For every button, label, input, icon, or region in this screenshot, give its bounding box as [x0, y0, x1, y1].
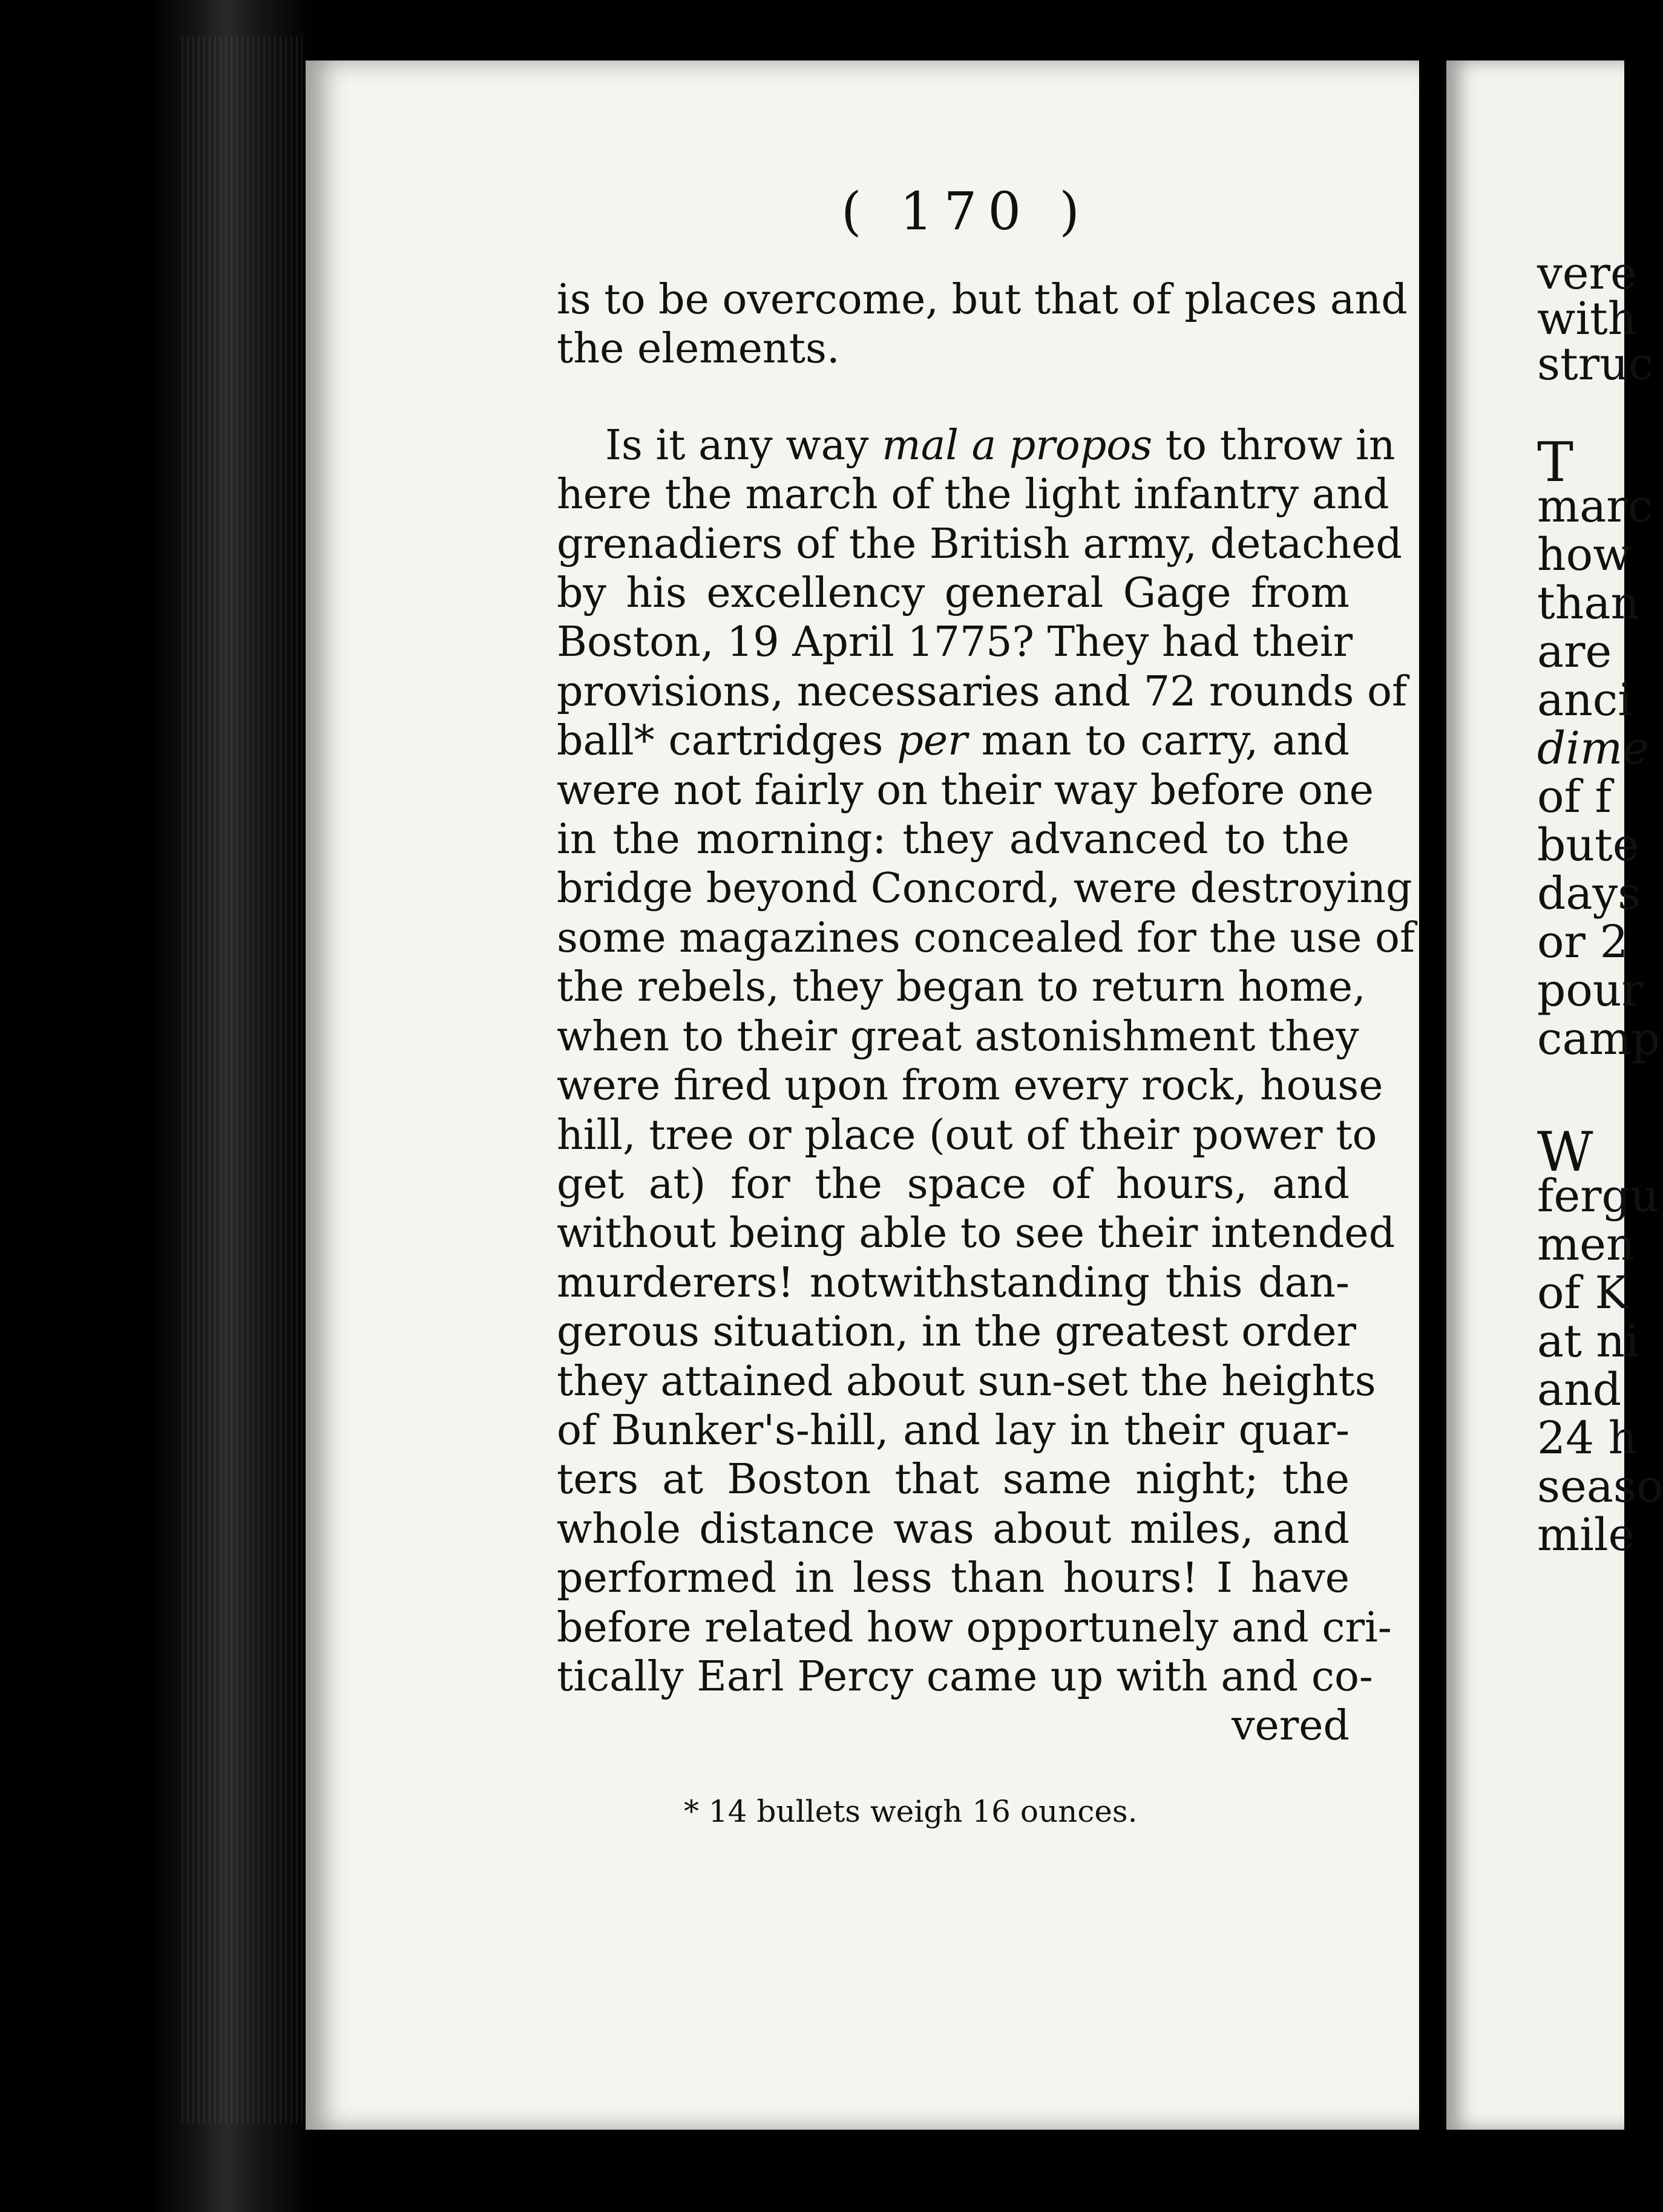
facing-page-line: with	[1537, 293, 1637, 345]
book-binding-gutter	[0, 0, 315, 2212]
text-segment: to throw in	[1152, 421, 1396, 470]
facing-page-line: 24 h	[1537, 1412, 1638, 1464]
facing-page-line: pour	[1537, 964, 1643, 1016]
facing-page-line: T	[1537, 431, 1574, 494]
text-line: hill, tree or place (out of their power to	[557, 1111, 1377, 1159]
text-line: grenadiers of the British army, detached	[557, 520, 1402, 568]
text-line: of Bunker's-hill, and lay in their quar-	[557, 1406, 1350, 1454]
paragraph-gap	[557, 374, 1350, 421]
facing-page-line: at ni	[1537, 1315, 1639, 1367]
facing-page-line: marc	[1537, 480, 1653, 532]
text-line: is to be overcome, but that of places and	[557, 276, 1408, 324]
facing-page-line: vere	[1537, 247, 1637, 299]
facing-page-line: mile	[1537, 1509, 1635, 1561]
text-segment: man to carry, and	[967, 717, 1350, 765]
text-line: they attained about sun-set the heights	[557, 1357, 1376, 1405]
text-line: ters at Boston that same night; the	[557, 1456, 1350, 1504]
facing-page-line: than	[1537, 577, 1640, 629]
facing-page-line: dime	[1537, 722, 1649, 774]
italic-phrase: per	[897, 717, 968, 765]
facing-page-line: fergu	[1537, 1170, 1659, 1222]
text-segment: Is it any way	[605, 421, 882, 470]
facing-page-line: seaso	[1537, 1461, 1663, 1513]
text-segment: ball* cartridges	[557, 717, 897, 765]
text-line: Boston, 19 April 1775? They had their	[557, 618, 1353, 667]
text-line	[557, 716, 1350, 765]
text-line: provisions, necessaries and 72 rounds of	[557, 667, 1408, 716]
text-line: bridge beyond Concord, were destroying	[557, 865, 1412, 913]
body-text	[557, 275, 1415, 1751]
text-line: tically Earl Percy came up with and co-	[557, 1652, 1373, 1701]
text-line: when to their great astonishment they	[557, 1012, 1359, 1061]
facing-page-fragment	[1446, 61, 1663, 2130]
text-line: performed in less than hours! I have	[557, 1554, 1350, 1603]
italic-phrase: mal a propos	[882, 421, 1153, 470]
facing-page-line: of f	[1537, 771, 1612, 823]
catchword: vered	[1232, 1702, 1350, 1750]
text-line	[557, 421, 1396, 470]
text-line: before related how opportunely and cri-	[557, 1603, 1392, 1652]
facing-page-line: and	[1537, 1364, 1622, 1416]
page-edges	[182, 36, 303, 2124]
text-line: in the morning: they advanced to the	[557, 816, 1350, 864]
facing-page-line: W	[1537, 1121, 1593, 1184]
text-line: here the march of the light infantry and	[557, 471, 1389, 519]
facing-page-line: anci	[1537, 674, 1632, 726]
facing-page-line: of K	[1537, 1267, 1629, 1319]
text-line: by his excellency general Gage from	[557, 569, 1350, 618]
text-line: get at) for the space of hours, and	[557, 1160, 1350, 1208]
facing-page-line: men	[1537, 1219, 1635, 1271]
text-line: without being able to see their intended	[557, 1209, 1396, 1258]
facing-page-line: days	[1537, 868, 1641, 920]
footnote: * 14 bullets weigh 16 ounces.	[684, 1794, 1138, 1829]
text-line: some magazines concealed for the use of	[557, 914, 1415, 962]
text-line: whole distance was about miles, and	[557, 1505, 1350, 1553]
text-line: murderers! notwithstanding this dan-	[557, 1258, 1350, 1307]
text-line: were fired upon from every rock, house	[557, 1062, 1383, 1110]
facing-page-line: camp	[1537, 1013, 1661, 1065]
text-line: gerous situation, in the greatest order	[557, 1308, 1356, 1356]
facing-page-line: or 2	[1537, 916, 1629, 968]
facing-page-line: bute	[1537, 819, 1639, 871]
facing-page-line: how	[1537, 529, 1632, 581]
text-line: were not fairly on their way before one	[557, 766, 1374, 814]
facing-page-line: are	[1537, 626, 1612, 678]
text-line: the elements.	[557, 325, 840, 373]
facing-page-line: struc	[1537, 338, 1654, 390]
page-number-header: ( 170 )	[841, 182, 1091, 242]
text-line: the rebels, they began to return home,	[557, 963, 1366, 1012]
